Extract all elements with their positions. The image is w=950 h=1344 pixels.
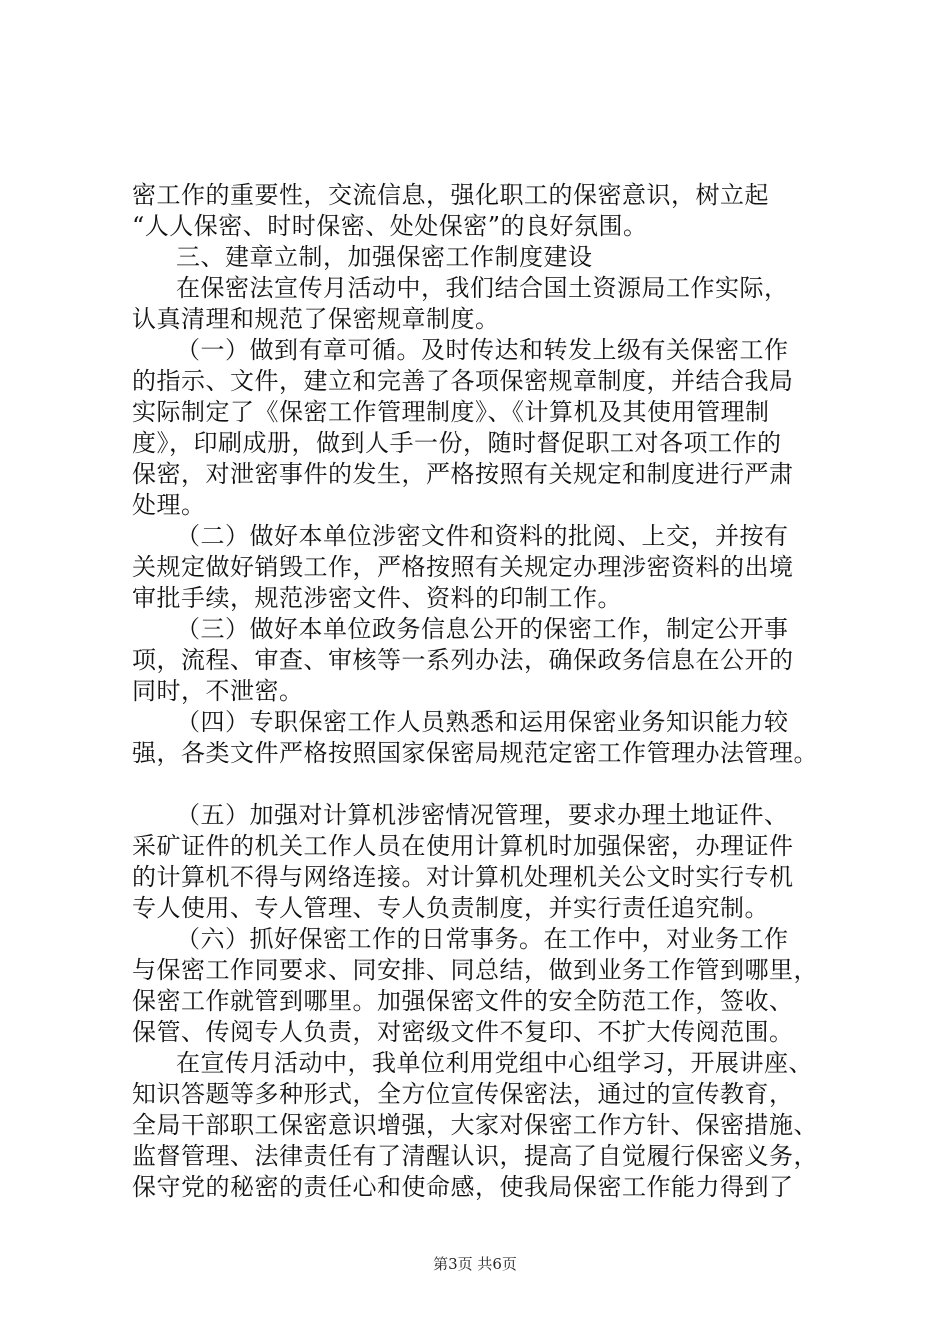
text-line: 专人使用、专人管理、专人负责制度，并实行责任追究制。	[132, 894, 769, 922]
text-line: 审批手续，规范涉密文件、资料的印制工作。	[132, 584, 622, 612]
text-line: （二）做好本单位涉密文件和资料的批阅、上交，并按有	[176, 522, 789, 550]
text-line: 保守党的秘密的责任心和使命感，使我局保密工作能力得到了	[132, 1173, 794, 1201]
text-line: （三）做好本单位政务信息公开的保密工作，制定公开事	[176, 615, 789, 643]
text-line: 的指示、文件，建立和完善了各项保密规章制度，并结合我局	[132, 367, 794, 395]
text-line: 与保密工作同要求、同安排、同总结，做到业务工作管到哪里，	[132, 956, 818, 984]
text-line: 度》，印刷成册，做到人手一份，随时督促职工对各项工作的	[132, 429, 782, 457]
text-line: （五）加强对计算机涉密情况管理，要求办理土地证件、	[176, 801, 789, 829]
text-line: 保管、传阅专人负责，对密级文件不复印、不扩大传阅范围。	[132, 1018, 794, 1046]
text-line: 同时，不泄密。	[132, 677, 304, 705]
text-line: 处理。	[132, 491, 206, 519]
text-line: 在保密法宣传月活动中，我们结合国土资源局工作实际，	[176, 274, 789, 302]
text-line: 全局干部职工保密意识增强，大家对保密工作方针、保密措施、	[132, 1111, 818, 1139]
text-line: “人人保密、时时保密、处处保密”的良好氛围。	[132, 212, 648, 240]
text-line: 的计算机不得与网络连接。对计算机处理机关公文时实行专机	[132, 863, 794, 891]
text-line: （四）专职保密工作人员熟悉和运用保密业务知识能力较	[176, 708, 789, 736]
text-line: 在宣传月活动中，我单位利用党组中心组学习，开展讲座、	[176, 1049, 813, 1077]
text-line: 关规定做好销毁工作，严格按照有关规定办理涉密资料的出境	[132, 553, 794, 581]
text-line: 保密工作就管到哪里。加强保密文件的安全防范工作，签收、	[132, 987, 794, 1015]
text-line: 密工作的重要性，交流信息，强化职工的保密意识，树立起	[132, 181, 769, 209]
text-line: 认真清理和规范了保密规章制度。	[132, 305, 500, 333]
text-line: 采矿证件的机关工作人员在使用计算机时加强保密，办理证件	[132, 832, 794, 860]
text-line: 项，流程、审查、审核等一系列办法，确保政务信息在公开的	[132, 646, 794, 674]
text-line: （一）做到有章可循。及时传达和转发上级有关保密工作	[176, 336, 789, 364]
text-line: 保密，对泄密事件的发生，严格按照有关规定和制度进行严肃	[132, 460, 794, 488]
text-line: 知识答题等多种形式，全方位宣传保密法，通过的宣传教育，	[132, 1080, 794, 1108]
text-line: 强，各类文件严格按照国家保密局规范定密工作管理办法管理。	[132, 739, 818, 767]
text-line: 实际制定了《保密工作管理制度》、《计算机及其使用管理制	[132, 398, 770, 426]
text-line: （六）抓好保密工作的日常事务。在工作中，对业务工作	[176, 925, 789, 953]
section-heading: 三、建章立制，加强保密工作制度建设	[176, 243, 593, 271]
text-line: 监督管理、法律责任有了清醒认识，提高了自觉履行保密义务，	[132, 1142, 818, 1170]
page-number-footer: 第3页 共6页	[433, 1255, 517, 1273]
